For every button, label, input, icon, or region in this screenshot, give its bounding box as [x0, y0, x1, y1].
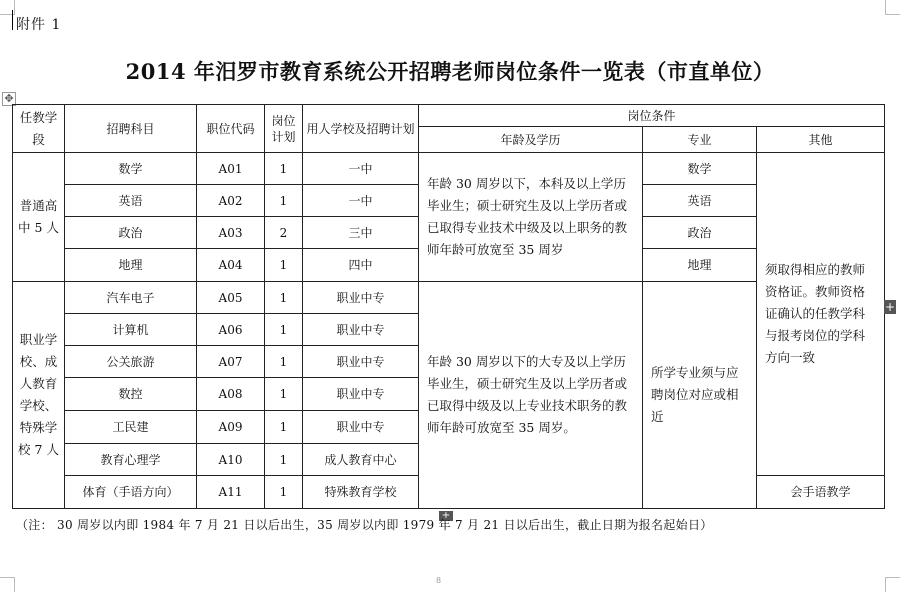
header-other: 其他 [757, 127, 885, 153]
plan-cell: 1 [265, 476, 303, 509]
code-cell: A09 [197, 411, 265, 444]
table-row [13, 282, 885, 314]
header-plan: 岗位计划 [265, 105, 303, 153]
major-cell: 数学 [643, 153, 757, 185]
plan-cell: 1 [265, 282, 303, 314]
code-cell: A02 [197, 185, 265, 217]
add-column-plus-icon[interactable]: + [884, 300, 896, 314]
plan-cell: 1 [265, 444, 303, 476]
subject-cell: 教育心理学 [65, 444, 197, 476]
footnote: （注： 30 周岁以内即 1984 年 7 月 21 日以后出生，35 周岁以内即 1979 年 7 月 21 日以后出生，截止日期为报名起始日） [16, 518, 713, 532]
text-cursor [12, 10, 13, 30]
code-cell: A01 [197, 153, 265, 185]
school-cell: 三中 [303, 217, 419, 249]
subject-cell: 公关旅游 [65, 346, 197, 378]
subject-cell: 英语 [65, 185, 197, 217]
header-stage: 任教学段 [13, 105, 65, 153]
code-cell: A07 [197, 346, 265, 378]
crop-mark-top-right [885, 0, 900, 15]
plan-cell: 2 [265, 217, 303, 249]
header-school: 用人学校及招聘计划 [303, 105, 419, 153]
school-cell: 特殊教育学校 [303, 476, 419, 509]
school-cell: 职业中专 [303, 378, 419, 411]
header-age-edu: 年龄及学历 [419, 127, 643, 153]
code-cell: A11 [197, 476, 265, 509]
stage-high-school: 普通高中 5 人 [13, 153, 65, 282]
code-cell: A05 [197, 282, 265, 314]
code-cell: A08 [197, 378, 265, 411]
school-cell: 职业中专 [303, 346, 419, 378]
table-row [13, 153, 885, 185]
subject-cell: 汽车电子 [65, 282, 197, 314]
header-conditions: 岗位条件 [419, 105, 885, 127]
crop-mark-bottom-left [0, 577, 15, 592]
header-subject: 招聘科目 [65, 105, 197, 153]
major-cell: 政治 [643, 217, 757, 249]
subject-cell: 计算机 [65, 314, 197, 346]
school-cell: 职业中专 [303, 314, 419, 346]
code-cell: A10 [197, 444, 265, 476]
school-cell: 四中 [303, 249, 419, 282]
plan-cell: 1 [265, 411, 303, 444]
school-cell: 职业中专 [303, 411, 419, 444]
major-vocational: 所学专业须与应聘岗位对应或相近 [643, 282, 757, 509]
document-title: 2014 年汨罗市教育系统公开招聘老师岗位条件一览表（市直单位） [125, 59, 775, 84]
school-cell: 一中 [303, 185, 419, 217]
plan-cell: 1 [265, 153, 303, 185]
major-cell: 地理 [643, 249, 757, 282]
plan-cell: 1 [265, 185, 303, 217]
subject-cell: 数学 [65, 153, 197, 185]
age-edu-vocational: 年龄 30 周岁以下的大专及以上学历毕业生，硕士研究生及以上学历者或已取得中级及以上专业技术职务的教师年龄可放宽至 35 周岁。 [419, 282, 643, 509]
stage-vocational: 职业学校、成人教育学校、特殊学校 7 人 [13, 282, 65, 509]
school-cell: 一中 [303, 153, 419, 185]
school-cell: 成人教育中心 [303, 444, 419, 476]
subject-cell: 地理 [65, 249, 197, 282]
plan-cell: 1 [265, 249, 303, 282]
add-row-plus-icon[interactable]: + [439, 511, 453, 521]
table-move-handle-icon[interactable]: ✥ [2, 92, 16, 106]
plan-cell: 1 [265, 346, 303, 378]
crop-mark-bottom-right [885, 577, 900, 592]
recruitment-table [12, 104, 885, 509]
page-number: 8 [436, 576, 442, 585]
major-cell: 英语 [643, 185, 757, 217]
school-cell: 职业中专 [303, 282, 419, 314]
subject-cell: 数控 [65, 378, 197, 411]
code-cell: A06 [197, 314, 265, 346]
plan-cell: 1 [265, 378, 303, 411]
subject-cell: 政治 [65, 217, 197, 249]
code-cell: A03 [197, 217, 265, 249]
attachment-label: 附件 1 [16, 17, 62, 33]
subject-cell: 体育（手语方向） [65, 476, 197, 509]
other-common: 须取得相应的教师资格证。教师资格证确认的任教学科与报考岗位的学科方向一致 [757, 153, 885, 476]
plan-cell: 1 [265, 314, 303, 346]
other-last: 会手语教学 [757, 476, 885, 509]
age-edu-high-school: 年龄 30 周岁以下，本科及以上学历毕业生；硕士研究生及以上学历者或已取得专业技术中级及以上职务的教师年龄可放宽至 35 周岁 [419, 153, 643, 282]
header-major: 专业 [643, 127, 757, 153]
code-cell: A04 [197, 249, 265, 282]
subject-cell: 工民建 [65, 411, 197, 444]
header-code: 职位代码 [197, 105, 265, 153]
